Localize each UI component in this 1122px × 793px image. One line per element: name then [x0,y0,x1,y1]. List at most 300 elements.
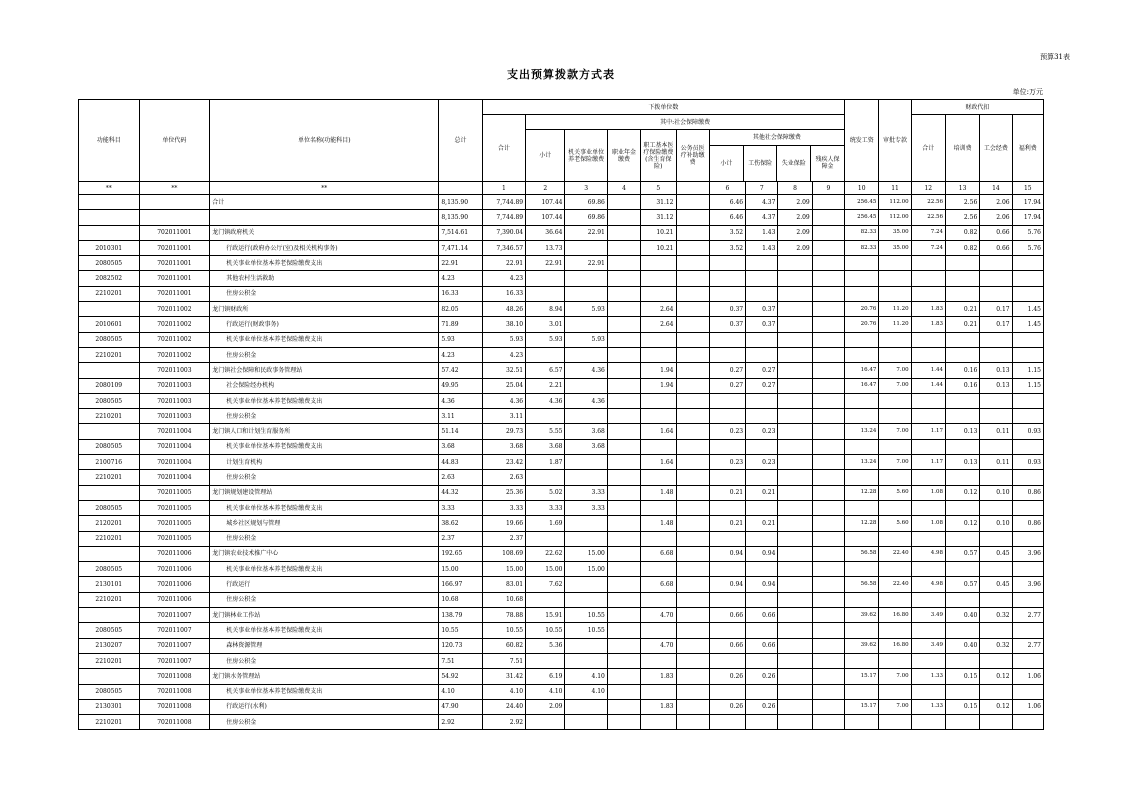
func-code-cell: 2210201 [79,286,140,301]
value-cell: 1.08 [911,516,945,531]
unit-name-cell: 住房公积金 [210,653,439,668]
func-code-cell: 2210201 [79,715,140,730]
value-cell: 12.28 [845,516,879,531]
table-row [79,608,1044,623]
func-code-cell: 2010301 [79,240,140,255]
value-cell [607,470,640,485]
value-cell [911,271,945,286]
value-cell [778,653,812,668]
col-annuity: 职业年金缴费 [607,130,640,182]
value-cell [945,271,979,286]
col-subtotal-all: 合计 [482,115,525,182]
unit-code-cell: 702011008 [139,684,210,699]
value-cell [709,592,745,607]
value-cell: 0.32 [980,608,1012,623]
value-cell: 3.68 [565,439,607,454]
value-cell: 20.76 [845,302,879,317]
func-code-cell [79,424,140,439]
value-cell [1012,393,1043,408]
func-code-cell [79,363,140,378]
value-cell [980,256,1012,271]
value-cell [812,485,844,500]
value-cell [812,577,844,592]
value-cell: 0.23 [746,424,778,439]
value-cell: 38.62 [439,516,482,531]
value-cell: 0.13 [945,424,979,439]
index-cell: 1 [482,182,525,195]
index-cell: 15 [1012,182,1043,195]
value-cell [676,363,709,378]
value-cell [879,439,911,454]
value-cell: 1.17 [911,424,945,439]
value-cell [812,195,844,210]
value-cell [778,592,812,607]
value-cell [945,393,979,408]
table-row [79,669,1044,684]
value-cell: 3.11 [439,409,482,424]
value-cell: 11.20 [879,302,911,317]
value-cell [641,562,676,577]
value-cell: 69.86 [565,195,607,210]
value-cell [676,669,709,684]
unit-code-cell: 702011004 [139,424,210,439]
value-cell: 16.33 [439,286,482,301]
func-code-cell: 2080505 [79,623,140,638]
func-code-cell: 2130207 [79,638,140,653]
value-cell [945,531,979,546]
value-cell: 7.00 [879,363,911,378]
value-cell [676,195,709,210]
value-cell: 25.04 [482,378,525,393]
value-cell [980,592,1012,607]
value-cell [565,470,607,485]
unit-name-cell: 龙门镇财政所 [210,302,439,317]
value-cell: 2.09 [778,195,812,210]
unit-name-cell: 机关事业单位基本养老保险缴费支出 [210,684,439,699]
value-cell: 1.83 [641,699,676,714]
value-cell: 4.23 [482,271,525,286]
value-cell: 15.00 [565,562,607,577]
unit-code-cell: 702011004 [139,470,210,485]
value-cell [526,715,565,730]
value-cell [565,286,607,301]
func-code-cell [79,485,140,500]
value-cell: 56.58 [845,577,879,592]
value-cell: 1.44 [911,363,945,378]
unit-name-cell: 机关事业单位基本养老保险缴费支出 [210,256,439,271]
value-cell [812,531,844,546]
col-medical: 职工基本医疗保险缴费(含生育保险) [641,130,676,182]
value-cell [565,715,607,730]
unit-name-cell: 其他农村生活救助 [210,271,439,286]
table-row [79,623,1044,638]
value-cell [980,332,1012,347]
value-cell [676,317,709,332]
value-cell: 38.10 [482,317,525,332]
value-cell [778,577,812,592]
value-cell [746,531,778,546]
value-cell [778,317,812,332]
value-cell [845,684,879,699]
value-cell [879,653,911,668]
value-cell [879,684,911,699]
table-row [79,210,1044,225]
value-cell [879,592,911,607]
value-cell [641,684,676,699]
value-cell [565,699,607,714]
value-cell: 0.17 [980,317,1012,332]
value-cell: 0.86 [1012,485,1043,500]
value-cell: 0.10 [980,485,1012,500]
value-cell [676,332,709,347]
value-cell: 7,514.61 [439,225,482,240]
value-cell: 71.89 [439,317,482,332]
unit-code-cell: 702011002 [139,347,210,362]
value-cell [641,653,676,668]
value-cell [607,684,640,699]
value-cell [607,562,640,577]
value-cell: 2.77 [1012,608,1043,623]
value-cell: 3.68 [482,439,525,454]
value-cell: 16.80 [879,608,911,623]
table-row [79,271,1044,286]
value-cell: 5.93 [526,332,565,347]
unit-code-cell: 702011002 [139,302,210,317]
value-cell: 6.19 [526,669,565,684]
value-cell: 5.93 [439,332,482,347]
unit-code-cell: 702011005 [139,516,210,531]
value-cell: 10.21 [641,240,676,255]
value-cell [746,715,778,730]
value-cell [607,363,640,378]
value-cell: 2.64 [641,302,676,317]
value-cell [607,608,640,623]
table-row [79,286,1044,301]
value-cell: 15.17 [845,669,879,684]
unit-code-cell [139,210,210,225]
value-cell [676,592,709,607]
unit-code-cell: 702011005 [139,531,210,546]
value-cell [812,638,844,653]
unit-name-cell: 住房公积金 [210,347,439,362]
col-unemploy: 失业保险 [777,145,811,181]
func-code-cell: 2130101 [79,577,140,592]
value-cell [607,669,640,684]
value-cell [676,409,709,424]
func-code-cell: 2080505 [79,256,140,271]
value-cell [778,485,812,500]
value-cell: 2.64 [641,317,676,332]
index-row [79,182,1044,195]
value-cell: 51.14 [439,424,482,439]
func-code-cell: 2080109 [79,378,140,393]
value-cell: 0.27 [746,378,778,393]
value-cell [812,302,844,317]
value-cell [526,347,565,362]
value-cell: 3.52 [709,240,745,255]
value-cell: 3.49 [911,608,945,623]
value-cell [746,653,778,668]
value-cell: 22.40 [879,546,911,561]
value-cell: 4.10 [482,684,525,699]
value-cell: 0.13 [945,455,979,470]
table-row [79,684,1044,699]
value-cell [526,271,565,286]
func-code-cell: 2210201 [79,531,140,546]
value-cell [945,470,979,485]
value-cell: 10.55 [565,623,607,638]
table-row [79,562,1044,577]
value-cell: 4.10 [565,669,607,684]
value-cell: 7,346.57 [482,240,525,255]
index-cell: 5 [641,182,676,195]
value-cell [641,439,676,454]
unit-name-cell: 龙门镇政府机关 [210,225,439,240]
value-cell: 0.37 [709,302,745,317]
value-cell: 256.45 [845,195,879,210]
value-cell [746,623,778,638]
value-cell: 0.15 [945,699,979,714]
value-cell [778,623,812,638]
value-cell [1012,409,1043,424]
value-cell [709,286,745,301]
value-cell [945,347,979,362]
value-cell [709,531,745,546]
value-cell: 12.28 [845,485,879,500]
value-cell: 8,135.90 [439,195,482,210]
value-cell [709,470,745,485]
value-cell: 0.66 [980,225,1012,240]
value-cell: 4.36 [439,393,482,408]
index-cell: 8 [778,182,812,195]
value-cell: 107.44 [526,195,565,210]
col-other-social-group [709,130,844,182]
value-cell: 1.33 [911,699,945,714]
value-cell [879,409,911,424]
value-cell: 0.94 [746,577,778,592]
table-row [79,485,1044,500]
value-cell: 7,471.14 [439,240,482,255]
value-cell: 0.17 [980,302,1012,317]
value-cell: 5.76 [1012,240,1043,255]
value-cell [607,347,640,362]
value-cell [641,256,676,271]
value-cell [709,393,745,408]
value-cell [980,409,1012,424]
value-cell [845,531,879,546]
value-cell: 1.06 [1012,699,1043,714]
index-cell: 10 [845,182,879,195]
value-cell [565,455,607,470]
func-code-cell: 2080505 [79,439,140,454]
value-cell: 0.23 [709,424,745,439]
value-cell [607,210,640,225]
value-cell [746,286,778,301]
table-row [79,225,1044,240]
unit-code-cell: 702011007 [139,653,210,668]
value-cell [911,332,945,347]
value-cell [746,562,778,577]
value-cell: 1.69 [526,516,565,531]
func-code-cell: 2210201 [79,470,140,485]
value-cell: 0.21 [945,302,979,317]
value-cell [676,485,709,500]
value-cell: 7.00 [879,699,911,714]
value-cell: 2.77 [1012,638,1043,653]
value-cell [565,577,607,592]
value-cell: 22.56 [911,210,945,225]
value-cell [911,500,945,515]
value-cell [641,409,676,424]
value-cell: 192.65 [439,546,482,561]
value-cell [778,393,812,408]
col-unified-wage: 统发工资 [845,100,879,182]
unit-name-cell: 住房公积金 [210,409,439,424]
value-cell [812,256,844,271]
value-cell [945,592,979,607]
value-cell [1012,684,1043,699]
value-cell [778,332,812,347]
value-cell: 0.66 [746,608,778,623]
value-cell: 5.93 [565,302,607,317]
value-cell: 6.57 [526,363,565,378]
table-row [79,715,1044,730]
unit-name-cell: 社会保险经办机构 [210,378,439,393]
value-cell [812,363,844,378]
value-cell: 22.91 [565,256,607,271]
value-cell: 2.06 [980,210,1012,225]
value-cell: 0.32 [980,638,1012,653]
value-cell [676,286,709,301]
value-cell [778,256,812,271]
value-cell [607,225,640,240]
unit-name-cell: 机关事业单位基本养老保险缴费支出 [210,332,439,347]
col-pension: 机关事业单位养老保险缴费 [565,130,607,182]
value-cell: 1.43 [746,240,778,255]
value-cell [676,271,709,286]
value-cell: 0.21 [709,516,745,531]
value-cell: 4.37 [746,210,778,225]
value-cell: 7.00 [879,378,911,393]
table-header [79,100,1044,182]
unit-code-cell: 702011005 [139,485,210,500]
value-cell: 166.97 [439,577,482,592]
value-cell [911,409,945,424]
table-row [79,302,1044,317]
value-cell [778,409,812,424]
unit-name-cell: 机关事业单位基本养老保险缴费支出 [210,562,439,577]
unit-name-cell: 机关事业单位基本养老保险缴费支出 [210,500,439,515]
value-cell: 5.02 [526,485,565,500]
unit-code-cell: 702011006 [139,592,210,607]
value-cell: 22.56 [911,195,945,210]
value-cell: 36.64 [526,225,565,240]
value-cell: 31.12 [641,210,676,225]
value-cell [526,653,565,668]
unit-code-cell: 702011007 [139,623,210,638]
value-cell [1012,286,1043,301]
col-total: 总计 [439,100,482,182]
value-cell: 3.11 [482,409,525,424]
value-cell [1012,562,1043,577]
value-cell [607,500,640,515]
value-cell: 1.83 [911,302,945,317]
value-cell [879,332,911,347]
value-cell [911,393,945,408]
value-cell: 0.12 [980,669,1012,684]
col-fiscal-total: 合计 [911,115,945,182]
value-cell [945,715,979,730]
value-cell: 15.00 [565,546,607,561]
value-cell [1012,256,1043,271]
value-cell [607,256,640,271]
value-cell [641,347,676,362]
value-cell: 0.93 [1012,455,1043,470]
value-cell [676,562,709,577]
value-cell [676,546,709,561]
value-cell: 16.33 [482,286,525,301]
value-cell: 8.94 [526,302,565,317]
value-cell: 11.20 [879,317,911,332]
func-code-cell: 2210201 [79,409,140,424]
value-cell: 3.68 [439,439,482,454]
col-small: 小计 [526,130,565,182]
value-cell: 7.62 [526,577,565,592]
value-cell [746,684,778,699]
value-cell: 0.27 [709,378,745,393]
value-cell [980,500,1012,515]
value-cell [709,347,745,362]
value-cell [709,271,745,286]
value-cell [1012,531,1043,546]
value-cell: 112.00 [879,195,911,210]
value-cell: 4.10 [565,684,607,699]
value-cell [980,286,1012,301]
value-cell: 0.94 [709,577,745,592]
value-cell [845,332,879,347]
value-cell: 0.15 [945,669,979,684]
value-cell: 39.62 [845,638,879,653]
col-training: 培训费 [945,115,979,182]
unit-name-cell: 合计 [210,195,439,210]
value-cell: 22.40 [879,577,911,592]
value-cell [778,302,812,317]
value-cell: 0.26 [709,699,745,714]
value-cell [845,470,879,485]
table-row [79,439,1044,454]
value-cell [945,500,979,515]
value-cell: 1.48 [641,516,676,531]
value-cell [879,470,911,485]
value-cell [676,393,709,408]
value-cell: 0.27 [746,363,778,378]
value-cell [1012,623,1043,638]
value-cell: 1.64 [641,455,676,470]
value-cell [1012,592,1043,607]
value-cell [980,623,1012,638]
value-cell: 82.33 [845,225,879,240]
index-cell: 13 [945,182,979,195]
table-row [79,577,1044,592]
func-code-cell [79,195,140,210]
value-cell [845,393,879,408]
value-cell: 4.36 [482,393,525,408]
value-cell: 10.68 [439,592,482,607]
value-cell: 1.45 [1012,302,1043,317]
value-cell: 6.68 [641,546,676,561]
func-code-cell: 2082502 [79,271,140,286]
value-cell: 83.01 [482,577,525,592]
